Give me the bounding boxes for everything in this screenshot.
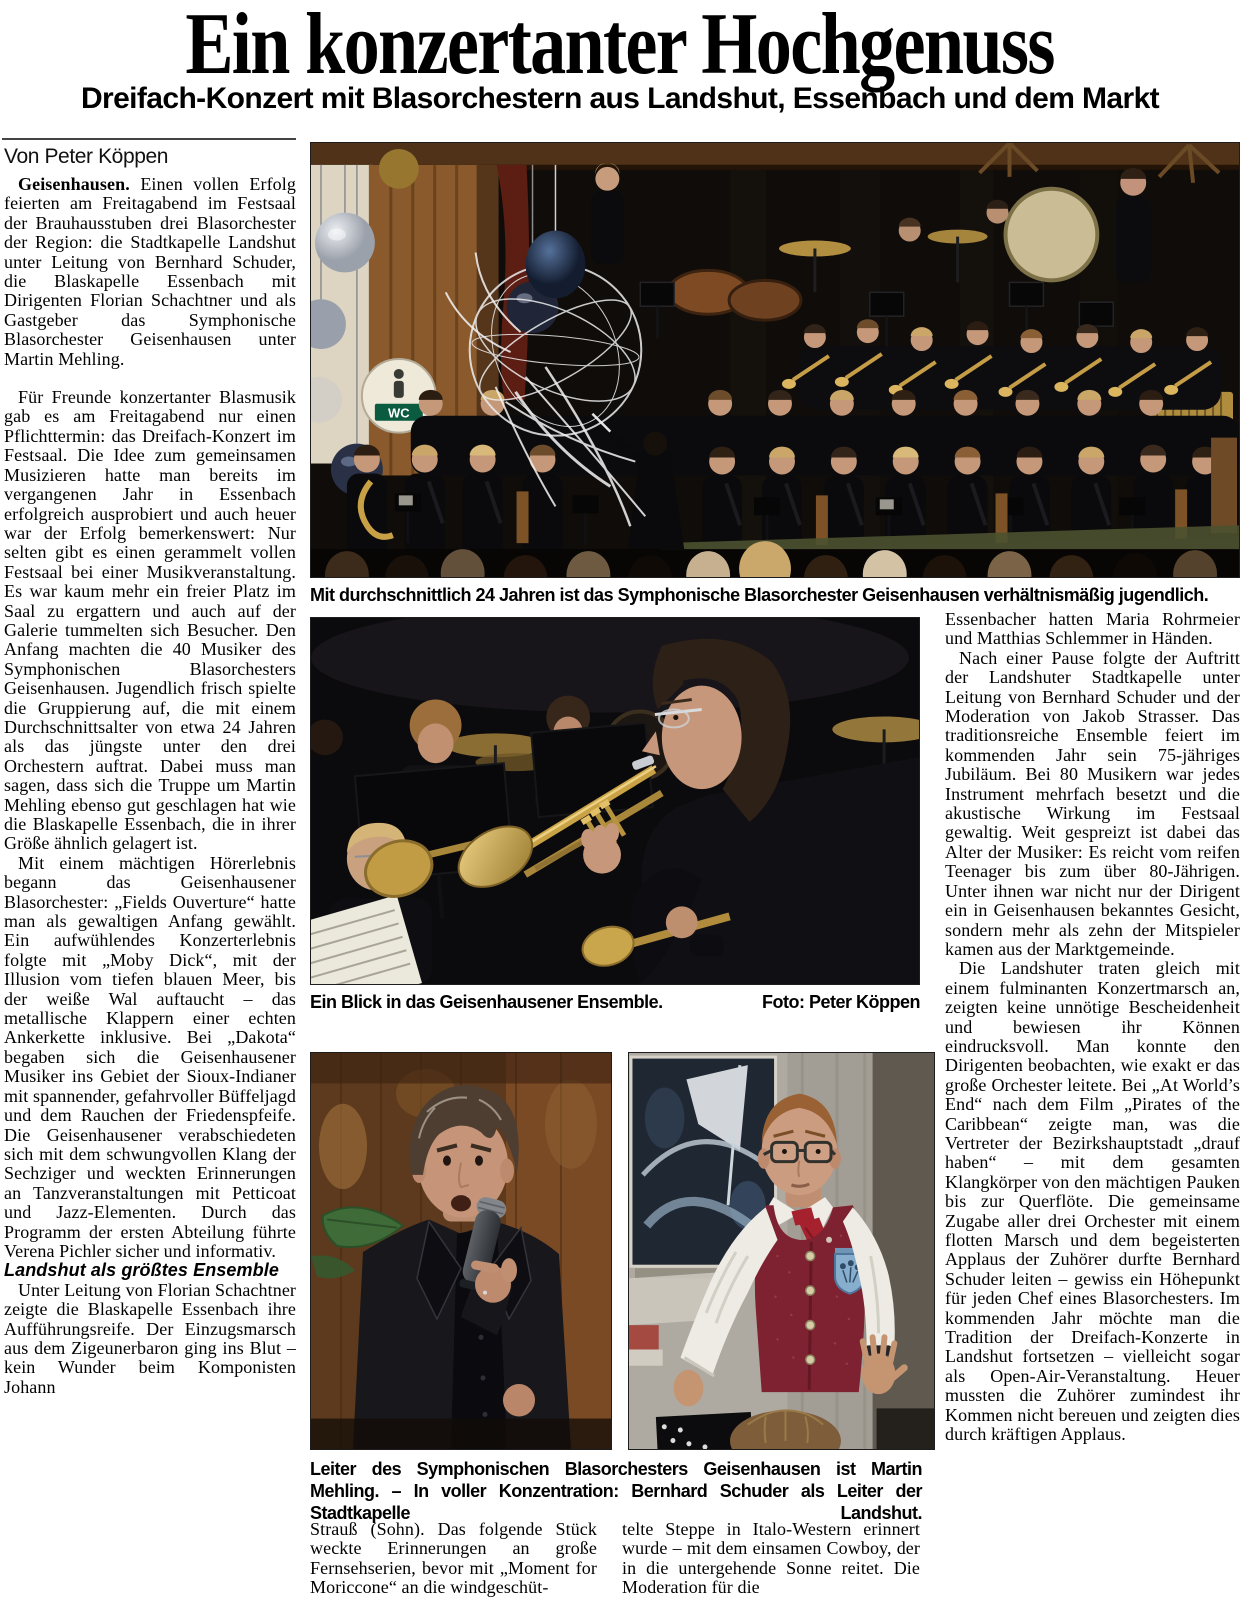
conductor-illustration [629,1053,934,1449]
orchestra-illustration [311,143,1239,577]
ring [483,1291,487,1295]
bottom-column-left [310,1520,597,1600]
photo-orchestra-caption: Mit durchschnittlich 24 Jahren ist das Symphonische Blasorchester Geisenhausen verhältnismäßig jugendlich. [310,585,1209,605]
paragraph: telte Steppe in Italo-Western erinnert wurde – mit dem einsamen Cowboy, der in die untergehende Sonne reitet. Die Moderation für die [622,1520,920,1598]
lowered-hand [674,1370,704,1407]
paragraph: Nach einer Pause folgte der Auftritt der Landshuter Stadtkapelle unter Leitung von Bernhard Schuder und der Moderation von Jakob Strasser. Das traditionsreiche Ensemble feiert im kommenden Jahr sein 75-jähriges Jubiläum. Bei 80 Musikern war jedes Instrument mehrfach besetzt und die akustische Wirkung im Festsaal gewaltig. Weit gespreizt ist dabei das Alter der Musiker: Es reicht vom reifen Teenager bis zum über 80-Jährigen. Unter ihnen war nicht nur der Dirigent ein in Geisenhausen bekanntes Gesicht, sondern mehr als zehn der Mitspieler kamen aus der Marktgemeinde. [945,647,1240,959]
right-text-column [945,610,1240,1600]
pin [826,1237,832,1243]
photo-credit: Foto: Peter Köppen [762,992,920,1012]
article-headline: Ein konzertanter Hochgenuss [185,0,1055,93]
photo-moderator-conductor-caption: Leiter des Symphonischen Blasorchesters Geisenhausen ist Martin Mehling. – In voller Konzentration: Bernhard Schuder als Leiter der Stadtkapelle Landshut. [310,1459,922,1523]
wc-sign-text: WC [388,405,410,421]
byline-rule [2,138,296,140]
paragraph: Für Freunde konzertanter Blasmusik gab es am Freitagabend nur einen Pflichttermin: das Dreifach-Konzert im Festsaal. Die Idee zum gemeinsamen Musizieren hatte man bereits im vergangenen Jahr in Essenbach erfolgreich ausprobiert und auch heuer war der Erfolg bemerkenswert: Nur selten gibt es einen gerammelt vollen Festsaal bei einer Musikveranstaltung. Es war kaum mehr ein freier Platz im Saal zu ergattern und auch auf der Galerie tummelten sich Besucher. Den Anfang machten die 40 Musiker des Symphonischen Blasorchesters Geisenhausen. Jugendlich frisch spielte die Gruppierung auf, die mit einem Durchschnittsalter von etwa 24 Jahren als das jüngste unter den drei Orchestern auftrat. Dabei muss man sagen, dass sich die Truppe um Martin Mehling ebenso gut geschlagen hat wie die Blaskapelle Essenbach, die in ihrer Größe ähnlich gelagert ist. [4,387,296,854]
wood-beam [311,143,1239,165]
photo-conductor [628,1052,935,1450]
photo-trumpets [310,617,920,985]
byline: Von Peter Köppen [4,145,169,168]
paragraph: Unter Leitung von Florian Schachtner zeigte die Blaskapelle Essenbach ihre Aufführungsreife. Der Einzugsmarsch aus dem Zigeunerbaron ging ins Blut – kein Wunder beim Komponisten Johann [4,1279,296,1397]
paragraph: Die Landshuter traten gleich mit einem fulminanten Konzertmarsch an, zeigten keine unnötige Bescheidenheit und bewiesen ihr Können eindrucksvoll. Man konnte den Dirigenten beobachten, wie exakt er das große Orchester leitete. Bei „At World’s End“ nach dem Film „Pirates of the Caribbean“ zeigte man, was die Vertreter der Bezirkshauptstadt „drauf haben“ – mit dem gesamten Klangkörper von den mächtigen Pauken bis zur Querflöte. Die gemeinsame Zugabe aller drei Orchester mit einem flotten Marsch und dem begeisterten Applaus der Zuhörer durfte Bernhard Schuder leiten – gewiss ein Höhepunkt für jeden Chef eines Blasorchesters. Im kommenden Jahr möchte man die Tradition der Dreifach-Konzerte in Landshut fortsetzen – vielleicht sogar als Open-Air-Veranstaltung. Heuer mussten die Zuhörer zumindest ihr Kommen nicht bereuen und zeigten dies durch kräftigen Applaus. [945,958,1240,1445]
paragraph: Mit einem mächtigen Hörerlebnis begann das Geisenhausener Blasorchester: „Fields Ouverture“ hatte man als gewaltigen Anfang gewählt. Ein aufwühlendes Konzerterlebnis folgte mit „Moby Dick“, mit der Illusion vom tiefen blauen Meer, bis der weiße Wal auftaucht – das metallische Klappern einer echten Ankerkette inklusive. Bei „Dakota“ begaben sich die Geisenhausener Musiker ins Gebiet der Sioux-Indianer mit spannender, gefahrvoller Büffeljagd und dem Rauchen der Friedenspfeife. Die Geisenhausener verabschiedeten sich mit dem schwungvollen Klang der Sechziger und weckten Erinnerungen an Tanzveranstaltungen mit Petticoat und Jazz-Elementen. Durch das Programm der ersten Abteilung führte Verena Pichler sicher und informativ. [4,852,296,1261]
blurred-light [319,1104,367,1189]
paragraph: Essenbacher hatten Maria Rohrmeier und Matthias Schlemmer in Händen. [945,610,1240,649]
left-text-column [4,175,296,1600]
fist [503,1384,535,1416]
open-mouth [451,1195,471,1211]
trumpets-illustration [311,618,919,984]
paragraph-text: Einen vollen Erfolg feierten am Freitagabend im Festsaal der Brauhausstuben drei Blasorchester der Region: die Stadtkapelle Landshut unter Leitung von Bernhard Schuder, die Blaskapelle Essenbach mit Dirigenten Florian Schachtner und als Gastgeber das Symphonische Blasorchester Geisenhausen unter Martin Mehling. [4,175,296,369]
section-subhead: Landshut als größtes Ensemble [4,1260,279,1281]
caption-text: Ein Blick in das Geisenhausener Ensemble. [310,992,663,1012]
bottom-column-right [622,1520,920,1600]
photo-orchestra [310,142,1240,578]
lead-in-location: Geisenhausen. [18,175,130,194]
suit [353,1220,571,1449]
paragraph: Strauß (Sohn). Das folgende Stück weckte Erinnerungen an große Fernsehserien, bevor mit „Moment for Moriccone“ an die windgeschüt- [310,1520,597,1598]
article-subheadline: Dreifach-Konzert mit Blasorchestern aus Landshut, Essenbach und dem Markt [80,82,1160,115]
paragraph-lead [4,175,296,369]
moderator-illustration [311,1053,611,1449]
photo-moderator [310,1052,612,1450]
photo-trumpets-caption [310,991,920,1013]
